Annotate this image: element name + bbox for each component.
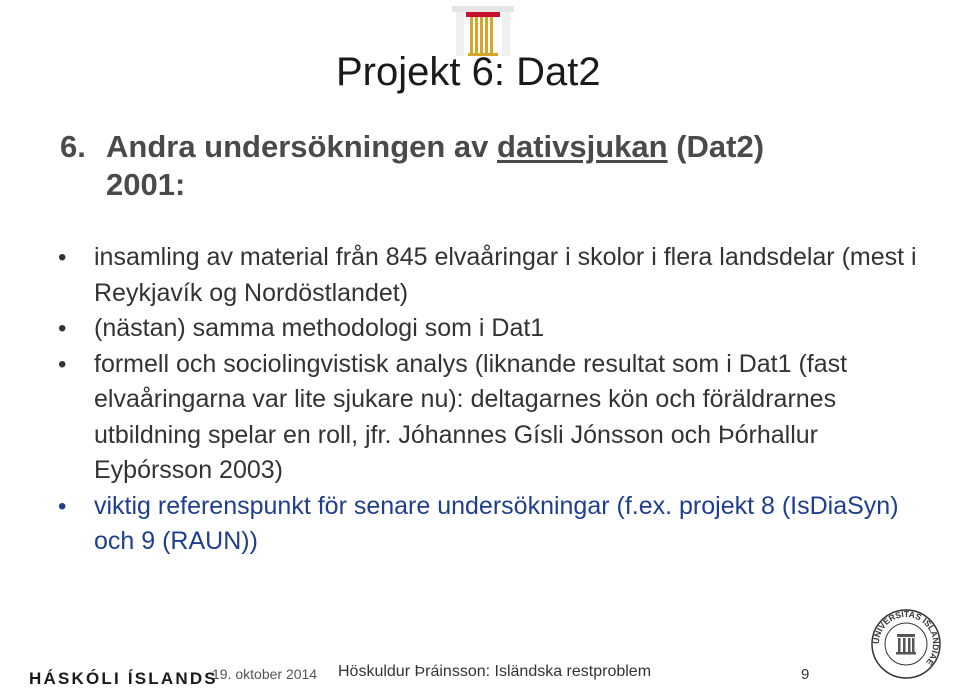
university-seal (870, 608, 942, 680)
bullet-list (58, 240, 918, 560)
heading-number: 6. (60, 129, 86, 164)
bullet-item: • viktig referenspunkt för senare undersökningar (f.ex. projekt 8 (IsDiaSyn) och 9 (RAUN)) (58, 489, 918, 560)
seal-text: UNIVERSITAS ISLANDIAE (870, 608, 942, 668)
slide-title: Projekt 6: Dat2 (336, 50, 601, 94)
section-heading (60, 128, 920, 204)
bullet-item: • insamling av material från 845 elvaåringar i skolor i flera landsdelar (mest i Reykjavík og Nordöstlandet) (58, 240, 918, 311)
footer-author: Höskuldur Þráinsson: Isländska restproblem (338, 663, 652, 680)
heading-year: 2001: (106, 167, 186, 202)
page-number: 9 (801, 666, 810, 683)
svg-text:UNIVERSITAS ISLANDIAE (871, 609, 941, 668)
bullet-item: • formell och sociolingvistisk analys (liknande resultat som i Dat1 (fast elvaåringarna var lite sjukare nu): deltagarnes kön och föräldrarnes utbildning spelar en roll, jfr. Jóhannes Gísli Jónsson och Þórhallur Eyþórsson 2003) (58, 347, 918, 489)
heading-text-end: (Dat2) (667, 129, 765, 164)
footer-date: 19. oktober 2014 (212, 666, 318, 682)
university-wordmark: HÁSKÓLI ÍSLANDS (29, 669, 218, 688)
heading-text-start: Andra undersökningen av (106, 129, 498, 164)
bullet-item: • (nästan) samma methodologi som i Dat1 (58, 311, 918, 347)
heading-underlined-term: dativsjukan (497, 129, 668, 164)
